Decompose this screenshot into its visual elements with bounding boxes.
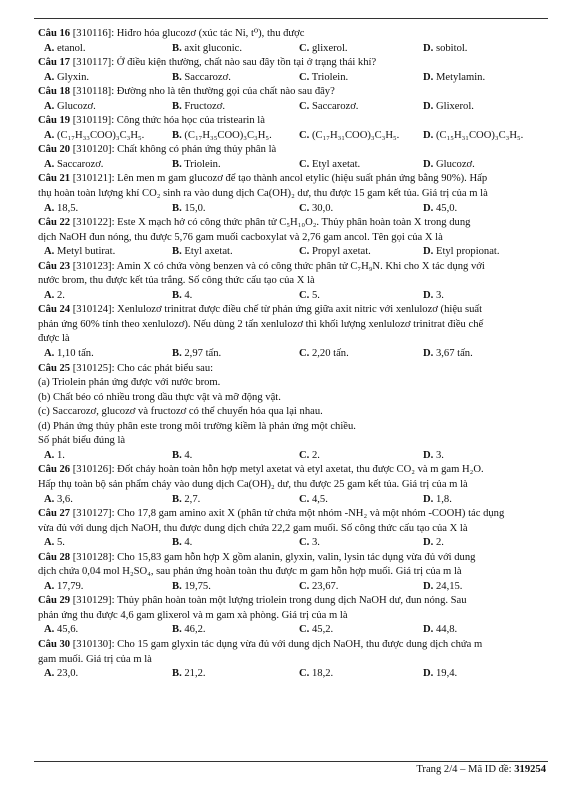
question-text: [310117]: Ở điều kiện thường, chất nào sau đây tồn tại ở trạng thái khí? — [72, 57, 377, 69]
answer-options — [38, 202, 546, 217]
option-text: etanol. — [56, 42, 86, 54]
option-text: 3. — [435, 449, 444, 461]
answer-option — [423, 580, 546, 595]
question-text: (b) Chất béo có nhiều trong dầu thực vật và mỡ động vật. — [38, 391, 281, 403]
question-text: dịch chứa 0,04 mol H₂SO₄, sau phản ứng hoàn toàn thu được m gam hỗn hợp muối. Giá trị của m là — [38, 566, 462, 578]
question-text-line — [38, 376, 546, 391]
answer-option — [172, 667, 299, 682]
question-text: [310127]: Cho 17,8 gam amino axit X (phân tử chứa một nhóm -NH₂ và một nhóm -COOH) tác dụng — [72, 508, 505, 520]
question-text: [310124]: Xenlulozơ trinitrat được điều chế từ phản ứng giữa axit nitric với xenlulozơ (hiệu suất — [72, 304, 483, 316]
option-letter: A. — [44, 71, 55, 83]
question-text-line — [38, 420, 546, 435]
question-text: [310125]: Cho các phát biểu sau: — [72, 362, 214, 374]
question-stem-line — [38, 507, 546, 522]
option-letter: B. — [172, 129, 182, 141]
option-text: 4. — [184, 289, 193, 301]
answer-option — [172, 347, 299, 362]
answer-option — [299, 245, 423, 260]
option-text: Saccarozơ. — [311, 100, 359, 112]
option-text: 18,2. — [311, 668, 334, 680]
option-text: 30,0. — [311, 202, 334, 214]
option-text: Glucozơ. — [56, 100, 96, 112]
option-letter: D. — [423, 158, 434, 170]
option-letter: B. — [172, 246, 182, 258]
question-stem-line — [38, 172, 546, 187]
option-letter: B. — [172, 624, 182, 636]
answer-option — [423, 129, 546, 144]
answer-option — [299, 449, 423, 464]
option-letter: B. — [172, 668, 182, 680]
question-stem-line — [38, 594, 546, 609]
question-number: Câu 27 — [38, 508, 71, 520]
option-letter: B. — [172, 100, 182, 112]
answer-options — [38, 158, 546, 173]
question-text-line — [38, 318, 546, 333]
option-letter: A. — [44, 202, 55, 214]
option-letter: D. — [423, 348, 434, 360]
answer-option — [38, 623, 172, 638]
option-text: Metyl butirat. — [56, 246, 116, 258]
question-text-line — [38, 405, 546, 420]
question-text: [310120]: Chất không có phản ứng thủy phân là — [72, 144, 277, 156]
option-letter: C. — [299, 100, 310, 112]
question-text: [310118]: Đường nho là tên thường gọi của chất nào sau đây? — [72, 86, 335, 98]
question-block — [38, 463, 546, 507]
option-text: glixerol. — [311, 42, 348, 54]
question-block — [38, 260, 546, 304]
option-text: 2,20 tấn. — [311, 348, 349, 360]
question-block — [38, 114, 546, 143]
answer-option — [299, 71, 423, 86]
question-text: Số phát biểu đúng là — [38, 435, 126, 447]
option-letter: A. — [44, 537, 55, 549]
option-text: Glyxin. — [56, 71, 90, 83]
answer-option — [172, 536, 299, 551]
question-number: Câu 30 — [38, 638, 71, 650]
question-block — [38, 56, 546, 85]
question-text: [310128]: Cho 15,83 gam hỗn hợp X gồm alanin, glyxin, valin, lysin tác dụng vừa đủ với dung — [72, 551, 476, 563]
option-text: sobitol. — [435, 42, 468, 54]
option-letter: B. — [172, 580, 182, 592]
question-text-line — [38, 391, 546, 406]
option-letter: A. — [44, 493, 55, 505]
option-letter: A. — [44, 348, 55, 360]
option-text: 45,0. — [435, 202, 458, 214]
option-letter: A. — [44, 624, 55, 636]
option-letter: D. — [423, 202, 434, 214]
option-letter: D. — [423, 668, 434, 680]
option-text: 45,6. — [56, 624, 79, 636]
option-letter: C. — [299, 71, 310, 83]
question-stem-line — [38, 362, 546, 377]
option-text: Metylamin. — [435, 71, 486, 83]
answer-option — [299, 100, 423, 115]
question-text-line — [38, 332, 546, 347]
answer-option — [423, 667, 546, 682]
option-letter: B. — [172, 158, 182, 170]
option-letter: A. — [44, 580, 55, 592]
option-text: 19,4. — [435, 668, 458, 680]
option-letter: D. — [423, 246, 434, 258]
answer-options — [38, 580, 546, 595]
question-text: [310122]: Este X mạch hở có công thức phân tử C₅H₁₀O₂. Thủy phân hoàn toàn X trong dung — [72, 217, 471, 229]
answer-option — [423, 100, 546, 115]
answer-option — [38, 129, 172, 144]
option-text: 46,2. — [184, 624, 206, 636]
answer-option — [38, 100, 172, 115]
answer-option — [172, 129, 299, 144]
option-text: Triolein. — [184, 158, 221, 170]
question-text: [310123]: Amin X có chứa vòng benzen và có công thức phân tử C₇H₉N. Khi cho X tác dụng với — [72, 260, 485, 272]
answer-option — [299, 623, 423, 638]
answer-options — [38, 347, 546, 362]
question-text: [310130]: Cho 15 gam glyxin tác dụng vừa đủ với dung dịch NaOH, thu được dung dịch chứa m — [72, 638, 483, 650]
answer-option — [423, 289, 546, 304]
question-number: Câu 21 — [38, 173, 71, 185]
option-letter: D. — [423, 580, 434, 592]
option-text: 18,5. — [56, 202, 79, 214]
option-letter: B. — [172, 289, 182, 301]
question-text: nước brom, thu được kết tủa trắng. Số công thức cấu tạo của X là — [38, 275, 315, 287]
question-number: Câu 19 — [38, 115, 71, 127]
answer-option — [423, 449, 546, 464]
answer-option — [172, 42, 299, 57]
question-text: dịch NaOH đun nóng, thu được 5,76 gam muối cacboxylat và 2,76 gam ancol. Tên gọi của X là — [38, 231, 443, 243]
option-letter: D. — [423, 71, 434, 83]
answer-options — [38, 536, 546, 551]
option-letter: C. — [299, 493, 310, 505]
question-block — [38, 362, 546, 464]
question-number: Câu 20 — [38, 144, 71, 156]
option-letter: D. — [423, 624, 434, 636]
answer-option — [38, 202, 172, 217]
option-text: Propyl axetat. — [311, 246, 371, 258]
option-text: 3,67 tấn. — [435, 348, 473, 360]
header-divider — [34, 18, 548, 19]
exam-id: 319254 — [514, 764, 546, 775]
option-text: 45,2. — [311, 624, 334, 636]
option-letter: A. — [44, 129, 55, 141]
option-letter: A. — [44, 668, 55, 680]
option-text: (C₁₇H₃₃COO)₃C₃H₅. — [56, 129, 145, 141]
answer-options — [38, 129, 546, 144]
option-text: 4. — [184, 449, 193, 461]
option-letter: C. — [299, 202, 310, 214]
question-stem-line — [38, 303, 546, 318]
question-number: Câu 18 — [38, 86, 71, 98]
question-text: Hấp thụ toàn bộ sản phẩm cháy vào dung dịch Ca(OH)₂ dư, thu được 25 gam kết tủa. Giá trị của m là — [38, 478, 468, 490]
option-text: Etyl axetat. — [311, 158, 361, 170]
answer-option — [172, 449, 299, 464]
option-text: 1,10 tấn. — [56, 348, 94, 360]
option-letter: A. — [44, 246, 55, 258]
option-letter: C. — [299, 246, 310, 258]
answer-option — [38, 289, 172, 304]
answer-option — [172, 289, 299, 304]
answer-option — [299, 667, 423, 682]
option-text: Fructozơ. — [184, 100, 225, 112]
option-letter: B. — [172, 537, 182, 549]
question-number: Câu 17 — [38, 57, 71, 69]
question-text-line — [38, 274, 546, 289]
question-block — [38, 638, 546, 682]
question-text-line — [38, 653, 546, 668]
question-stem-line — [38, 638, 546, 653]
option-text: 23,0. — [56, 668, 79, 680]
question-text: (d) Phản ứng thủy phân este trong môi trường kiềm là phản ứng một chiều. — [38, 420, 356, 432]
question-block — [38, 27, 546, 56]
question-number: Câu 28 — [38, 551, 71, 563]
question-stem-line — [38, 114, 546, 129]
answer-options — [38, 71, 546, 86]
option-text: 4,5. — [311, 493, 328, 505]
answer-option — [423, 623, 546, 638]
option-letter: B. — [172, 348, 182, 360]
answer-option — [423, 71, 546, 86]
answer-options — [38, 449, 546, 464]
answer-option — [423, 42, 546, 57]
option-text: Etyl axetat. — [184, 246, 233, 258]
question-block — [38, 551, 546, 595]
option-letter: D. — [423, 493, 434, 505]
question-block — [38, 594, 546, 638]
answer-option — [172, 100, 299, 115]
option-text: 3,6. — [56, 493, 73, 505]
answer-option — [423, 245, 546, 260]
answer-option — [172, 71, 299, 86]
answer-option — [38, 347, 172, 362]
question-block — [38, 303, 546, 361]
answer-options — [38, 42, 546, 57]
option-text: 5. — [56, 537, 65, 549]
option-letter: C. — [299, 580, 310, 592]
option-letter: D. — [423, 100, 434, 112]
question-block — [38, 216, 546, 260]
option-letter: C. — [299, 668, 310, 680]
answer-options — [38, 493, 546, 508]
answer-option — [423, 536, 546, 551]
option-letter: B. — [172, 71, 182, 83]
option-letter: C. — [299, 624, 310, 636]
option-letter: D. — [423, 42, 434, 54]
page-label: Trang 2/4 – Mã ID đề: — [416, 764, 515, 775]
option-letter: A. — [44, 100, 55, 112]
option-letter: C. — [299, 449, 310, 461]
question-text: thụ hoàn toàn lượng khí CO₂ sinh ra vào dung dịch Ca(OH)₂ dư, thu được 15 gam kết tủa. Giá trị của m là — [38, 188, 488, 200]
question-text: phản ứng thu được 4,6 gam glixerol và m gam xà phòng. Giá trị của m là — [38, 609, 348, 621]
option-letter: B. — [172, 42, 182, 54]
option-text: 44,8. — [435, 624, 458, 636]
question-number: Câu 24 — [38, 304, 71, 316]
answer-options — [38, 623, 546, 638]
answer-option — [38, 580, 172, 595]
answer-option — [299, 536, 423, 551]
option-text: Saccarozơ. — [184, 71, 231, 83]
option-letter: B. — [172, 449, 182, 461]
question-text-line — [38, 565, 546, 580]
option-letter: C. — [299, 348, 310, 360]
question-stem-line — [38, 56, 546, 71]
answer-option — [299, 129, 423, 144]
option-letter: C. — [299, 129, 310, 141]
question-list — [38, 27, 546, 682]
question-stem-line — [38, 85, 546, 100]
question-text: được là — [38, 333, 70, 345]
answer-option — [38, 493, 172, 508]
option-text: Etyl propionat. — [435, 246, 500, 258]
answer-option — [38, 158, 172, 173]
answer-option — [423, 158, 546, 173]
question-text-line — [38, 478, 546, 493]
option-letter: A. — [44, 289, 55, 301]
answer-option — [299, 289, 423, 304]
option-text: 3. — [435, 289, 444, 301]
option-text: 2. — [56, 289, 65, 301]
option-text: Triolein. — [311, 71, 349, 83]
answer-options — [38, 289, 546, 304]
question-text: (c) Saccarozơ, glucozơ và fructozơ có thể chuyển hóa qua lại nhau. — [38, 406, 323, 418]
answer-option — [38, 667, 172, 682]
question-stem-line — [38, 27, 546, 42]
option-text: (C₁₅H₃₁COO)₃C₃H₅. — [435, 129, 524, 141]
option-text: 4. — [184, 537, 193, 549]
question-text-line — [38, 609, 546, 624]
option-text: (C₁₇H₃₁COO)₃C₃H₅. — [311, 129, 400, 141]
answer-option — [172, 493, 299, 508]
answer-option — [38, 71, 172, 86]
question-text-line — [38, 522, 546, 537]
answer-option — [172, 158, 299, 173]
option-letter: C. — [299, 289, 310, 301]
question-text: vừa đủ với dung dịch NaOH, thu được dung dịch chứa 22,2 gam muối. Số công thức cấu tạo của X là — [38, 522, 468, 534]
answer-option — [38, 245, 172, 260]
answer-options — [38, 667, 546, 682]
option-letter: C. — [299, 158, 310, 170]
option-text: 15,0. — [184, 202, 206, 214]
question-text: [310121]: Lên men m gam glucozơ để tạo thành ancol etylic (hiệu suất phản ứng bằng 90%). Hấp — [72, 173, 488, 185]
page-footer — [416, 764, 546, 775]
answer-options — [38, 100, 546, 115]
option-text: Saccarozơ. — [56, 158, 104, 170]
option-letter: B. — [172, 202, 182, 214]
answer-option — [38, 449, 172, 464]
question-stem-line — [38, 463, 546, 478]
question-text: [310116]: Hiđro hóa glucozơ (xúc tác Ni, t⁰), thu được — [72, 28, 305, 39]
question-block — [38, 143, 546, 172]
answer-option — [38, 536, 172, 551]
answer-option — [299, 202, 423, 217]
answer-option — [423, 493, 546, 508]
question-block — [38, 172, 546, 216]
option-letter: D. — [423, 449, 434, 461]
option-text: 17,79. — [56, 580, 84, 592]
answer-options — [38, 245, 546, 260]
option-letter: C. — [299, 42, 310, 54]
answer-option — [299, 347, 423, 362]
question-text: [310129]: Thủy phân hoàn toàn một lượng triolein trong dung dịch NaOH dư, đun nóng. Sau — [72, 595, 467, 607]
question-number: Câu 16 — [38, 28, 71, 39]
question-stem-line — [38, 216, 546, 231]
option-letter: D. — [423, 289, 434, 301]
question-text-line — [38, 434, 546, 449]
option-letter: C. — [299, 537, 310, 549]
option-text: 24,15. — [435, 580, 463, 592]
option-letter: D. — [423, 129, 434, 141]
option-text: 2,97 tấn. — [184, 348, 222, 360]
option-text: 1. — [56, 449, 65, 461]
question-text: [310126]: Đốt cháy hoàn toàn hỗn hợp metyl axetat và etyl axetat, thu được CO₂ và m gam H₂O. — [72, 464, 484, 476]
answer-option — [172, 245, 299, 260]
option-letter: D. — [423, 537, 434, 549]
option-letter: A. — [44, 449, 55, 461]
question-number: Câu 26 — [38, 464, 71, 476]
option-text: (C₁₇H₃₅COO)₃C₃H₅. — [184, 129, 272, 141]
option-text: 19,75. — [184, 580, 211, 592]
option-letter: A. — [44, 42, 55, 54]
answer-option — [299, 158, 423, 173]
question-block — [38, 507, 546, 551]
option-letter: A. — [44, 158, 55, 170]
answer-option — [299, 580, 423, 595]
option-text: 23,67. — [311, 580, 339, 592]
answer-option — [172, 580, 299, 595]
question-number: Câu 22 — [38, 217, 71, 229]
question-text: gam muối. Giá trị của m là — [38, 653, 152, 665]
option-text: 21,2. — [184, 668, 206, 680]
answer-option — [299, 42, 423, 57]
question-text: (a) Triolein phản ứng được với nước brom. — [38, 377, 221, 389]
option-text: 2. — [311, 449, 320, 461]
question-text-line — [38, 231, 546, 246]
option-text: Glucozơ. — [435, 158, 475, 170]
footer-divider — [34, 761, 548, 762]
question-stem-line — [38, 260, 546, 275]
answer-option — [38, 42, 172, 57]
option-text: 1,8. — [435, 493, 452, 505]
option-text: axit gluconic. — [184, 42, 243, 54]
option-text: Glixerol. — [435, 100, 474, 112]
question-number: Câu 25 — [38, 362, 71, 374]
option-text: 3. — [311, 537, 320, 549]
option-letter: B. — [172, 493, 182, 505]
question-text: [310119]: Công thức hóa học của tristearin là — [72, 115, 265, 127]
option-text: 2,7. — [184, 493, 201, 505]
question-stem-line — [38, 551, 546, 566]
question-text-line — [38, 187, 546, 202]
question-number: Câu 29 — [38, 595, 71, 607]
answer-option — [172, 202, 299, 217]
answer-option — [423, 347, 546, 362]
question-number: Câu 23 — [38, 260, 71, 272]
answer-option — [299, 493, 423, 508]
option-text: 2. — [435, 537, 444, 549]
answer-option — [423, 202, 546, 217]
answer-option — [172, 623, 299, 638]
question-text: phản ứng 60% tính theo xenlulozơ). Nếu dùng 2 tấn xenlulozơ thì khối lượng xenlulozơ trinitrat điều chế — [38, 318, 484, 330]
option-text: 5. — [311, 289, 320, 301]
question-stem-line — [38, 143, 546, 158]
question-block — [38, 85, 546, 114]
